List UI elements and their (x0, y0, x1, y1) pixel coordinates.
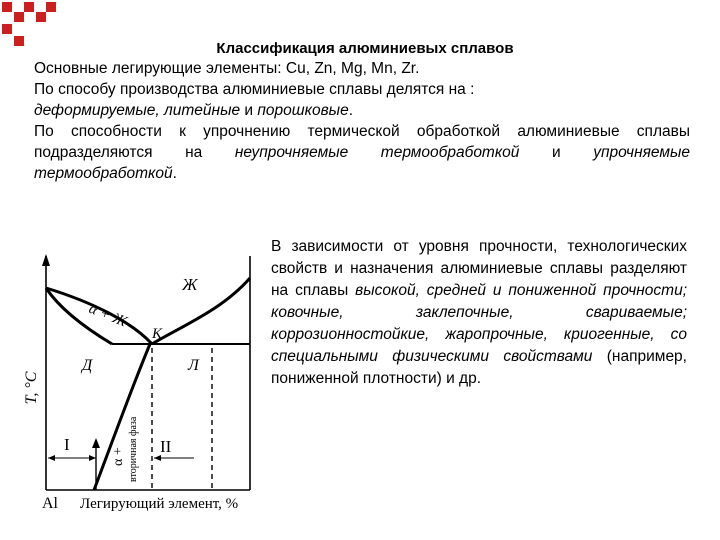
hardenable-term: упрочняемые термообработкой (34, 144, 690, 182)
special-property-types: коррозионностойкие, жаропрочные, криогенные, со специальными физическими свойствами (271, 326, 687, 365)
label-l: Л (188, 357, 199, 374)
heat-treatment-and: и (519, 144, 594, 161)
deco-square (2, 24, 12, 34)
strength-prefix: В зависимости от уровня прочности, технологических свойств и назначения алюминиевые сплавы разделяют на сплавы (271, 238, 687, 299)
solvus (94, 344, 150, 490)
deco-square (36, 12, 46, 22)
production-type-end: . (348, 102, 354, 119)
heat-treatment-end: . (172, 165, 177, 182)
region-i-arrow-right (89, 455, 96, 461)
y-axis-arrow (42, 254, 50, 266)
production-type-sep: , (155, 102, 165, 119)
x-axis-origin-label: Al (42, 495, 58, 512)
non-hardenable-term: неупрочняемые термообработкой (234, 144, 520, 161)
production-type-deformable: деформируемые (34, 102, 156, 119)
label-d: Д (82, 357, 93, 374)
production-method-text (34, 79, 690, 121)
deco-square (14, 12, 24, 22)
heat-treatment-text (34, 121, 690, 184)
label-region-ii: II (160, 437, 172, 456)
production-type-cast: литейные (164, 102, 241, 119)
production-type-powder: порошковые (257, 102, 349, 119)
production-method-prefix: По способу производства алюминиевые сплавы делятся на : (34, 81, 475, 98)
processing-types: ковочные, заклепочные, свариваемые; (271, 304, 687, 321)
deco-square (46, 2, 56, 12)
label-k: К (152, 326, 162, 342)
phase-diagram (22, 252, 272, 528)
alloying-elements-text: Основные легирующие элементы: Cu, Zn, Mg, Mn, Zr. (34, 60, 420, 77)
deco-square (2, 2, 12, 12)
production-type-and: и (240, 102, 258, 119)
label-liquid: Ж (182, 275, 198, 294)
label-alpha-liquid: α + Ж (86, 300, 129, 331)
label-second-phase: вторичная фаза (128, 416, 139, 482)
liquidus-right (152, 278, 250, 344)
x-axis-label: Легирующий элемент, % (80, 496, 239, 512)
strength-classification-text (271, 236, 687, 390)
y-axis-label: T, °C (23, 371, 40, 405)
page-title: Классификация алюминиевых сплавов (216, 40, 514, 57)
composition-marker-head (92, 438, 100, 448)
strength-suffix: (например, пониженной плотности) и др. (271, 348, 687, 387)
label-region-i: I (64, 435, 70, 454)
deco-square (24, 2, 34, 12)
strength-levels: высокой, средней и пониженной прочности; (355, 282, 687, 299)
label-alpha-second: α + (111, 447, 126, 466)
heat-treatment-prefix: По способности к упрочнению термической обработкой алюминиевые сплавы подразделяются на (34, 123, 690, 161)
region-i-arrow-left (48, 455, 55, 461)
